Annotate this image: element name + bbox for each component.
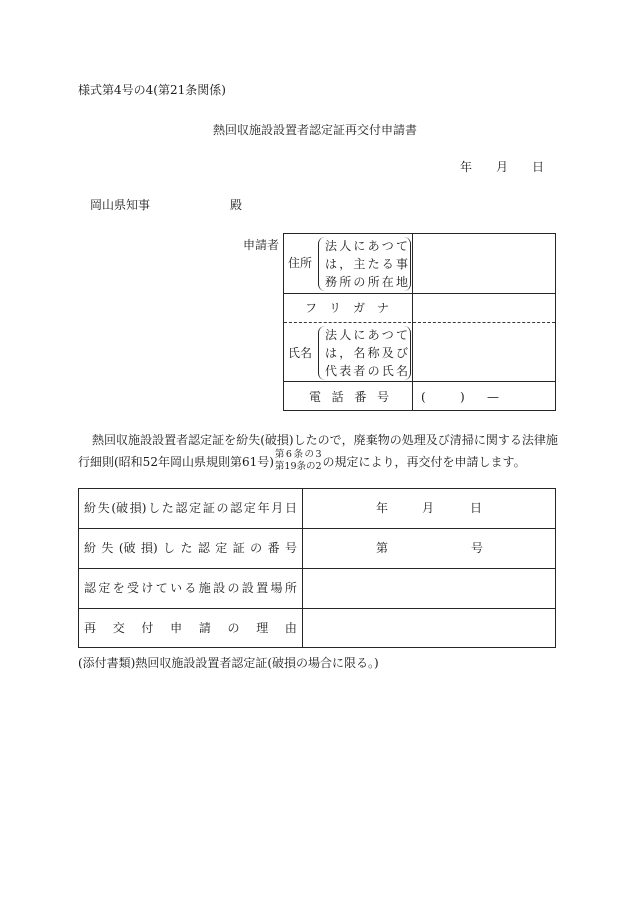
- address-label: 住所: [288, 256, 313, 270]
- furigana-dashed-divider: [284, 322, 555, 323]
- details-row-divider: [79, 568, 555, 569]
- details-day-label: 日: [470, 501, 483, 515]
- address-note-line: 務 所 の 所 在 地: [325, 275, 408, 289]
- attachments-note: (添付書類)熱回収施設設置者認定証(破損の場合に限る。): [78, 656, 379, 670]
- date-month-label: 月: [496, 160, 509, 174]
- statement-line-2-suffix: の規定により，再交付を申請します。: [322, 454, 526, 469]
- article-option: 第19条の2: [274, 461, 322, 472]
- applicant-table: [283, 233, 556, 411]
- address-note-line: 法 人 に あ つ て: [325, 239, 408, 253]
- form-number: 様式第4号の4(第21条関係): [78, 83, 226, 97]
- details-row-label: 認 定 を 受 け て い る 施 設 の 設 置 場 所: [84, 581, 297, 595]
- details-row-label: 紛 失 (破 損) し た 認 定 証 の 認 定 年 月 日: [84, 501, 297, 515]
- details-number-prefix: 第: [376, 541, 389, 555]
- details-year-label: 年: [376, 501, 389, 515]
- statement-line-1: 熱 回 収 施 設 設 置 者 認 定 証 を 紛 失 (破 損) し た の で ， 廃 棄 物 の 処 理 及 び 清 掃 に 関 す る 法 律 施: [92, 433, 558, 447]
- phone-dash: —: [487, 390, 499, 404]
- name-label: 氏名: [288, 346, 313, 360]
- name-note-bracket: [318, 326, 411, 380]
- phone-label: 電 話 番 号: [309, 390, 389, 404]
- applicant-row-divider: [284, 381, 555, 382]
- address-note-bracket: [318, 237, 411, 291]
- details-row-divider: [79, 608, 555, 609]
- phone-close-paren: ): [460, 390, 465, 404]
- name-note-line: 法 人 に あ つ て: [325, 328, 408, 342]
- article-option: 第 6 条 の 3: [274, 449, 322, 460]
- details-number-suffix: 号: [471, 541, 484, 555]
- date-year-label: 年: [460, 160, 473, 174]
- addressee-honorific: 殿: [230, 198, 243, 212]
- details-row-label: 紛 失 (破 損) し た 認 定 証 の 番 号: [84, 541, 297, 555]
- statement-line-2-prefix: 行細則(昭和52年岡山県規則第61号): [78, 454, 274, 469]
- name-note-line: は ， 名 称 及 び: [325, 346, 408, 360]
- details-row-divider: [79, 528, 555, 529]
- name-note-line: 代 表 者 の 氏 名: [325, 364, 408, 378]
- details-month-label: 月: [422, 501, 435, 515]
- applicant-label: 申請者: [243, 238, 280, 252]
- furigana-label: フ リ ガ ナ: [305, 301, 389, 315]
- page-title: 熱回収施設設置者認定証再交付申請書: [212, 123, 417, 137]
- applicant-row-divider: [284, 293, 555, 294]
- addressee-name: 岡山県知事: [90, 198, 151, 212]
- details-row-label: 再 交 付 申 請 の 理 由: [84, 621, 297, 635]
- phone-open-paren: (: [421, 390, 426, 404]
- article-options-stack: [275, 449, 322, 473]
- date-day-label: 日: [532, 160, 545, 174]
- details-table: [78, 488, 556, 648]
- statement-line-2: [78, 447, 526, 475]
- address-note-line: は ， 主 た る 事: [325, 257, 408, 271]
